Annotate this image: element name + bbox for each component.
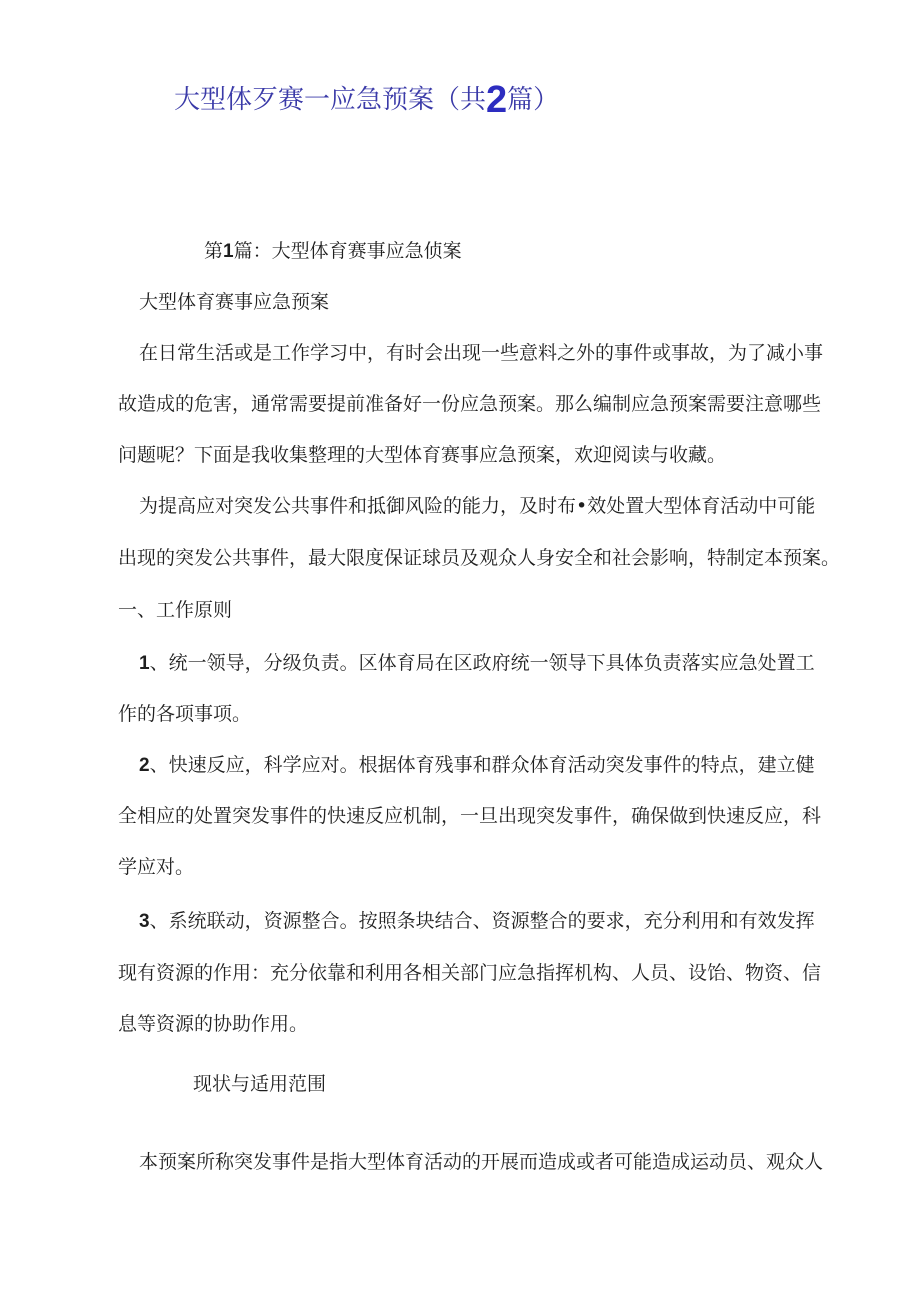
section-heading-number: 1 xyxy=(223,241,234,262)
title-suffix: 篇） xyxy=(507,85,560,115)
principle-3-text: 、系统联动，资源整合。按照条块结合、资源整合的要求，充分利用和有效发挥 xyxy=(149,910,815,932)
title-number: 2 xyxy=(486,79,508,121)
intro-line: 在日常生活或是工作学习中，有时会出现一些意料之外的事件或事故，为了减小事 xyxy=(139,342,824,364)
purpose-line: 为提高应对突发公共事件和抵御风险的能力，及时布•效处置大型体育活动中可能 xyxy=(139,495,816,517)
principle-2-line xyxy=(139,752,815,779)
section-heading xyxy=(204,238,462,265)
principle-2-line: 全相应的处置突发事件的快速反应机制，一旦出现突发事件，确保做到快速反应，科 xyxy=(118,805,822,827)
subtitle: 大型体育赛事应急预案 xyxy=(139,291,330,313)
principle-2-line: 学应对。 xyxy=(118,856,195,878)
scope-line: 本预案所称突发事件是指大型体育活动的开展而造成或者可能造成运动员、观众人 xyxy=(139,1151,824,1173)
section-heading-suffix: 篇：大型体育赛事应急侦案 xyxy=(233,240,462,262)
purpose-line: 出现的突发公共事件，最大限度保证球员及观众人身安全和社会影响，特制定本预案。 xyxy=(118,547,841,569)
principle-3-line: 现有资源的作用：充分依靠和利用各相关部门应急指挥机构、人员、设饴、物资、信 xyxy=(118,962,822,984)
scope-heading: 现状与适用范围 xyxy=(193,1073,327,1095)
principle-3-line: 息等资源的协助作用。 xyxy=(118,1013,309,1035)
principle-3-line xyxy=(139,908,815,935)
principle-2-text: 、快速反应，科学应对。根据体育残事和群众体育活动突发事件的特点，建立健 xyxy=(149,754,815,776)
section-one-heading: 一、工作原则 xyxy=(118,599,233,621)
principle-2-number: 2 xyxy=(139,755,150,776)
principle-3-number: 3 xyxy=(139,911,150,932)
intro-line: 故造成的危害，通常需要提前准备好一份应急预案。那么编制应急预案需要注意哪些 xyxy=(118,393,822,415)
principle-1-line: 作的各项事项。 xyxy=(118,703,252,725)
section-heading-prefix: 第 xyxy=(204,240,224,262)
principle-1-line xyxy=(139,650,815,677)
intro-line: 问题呢？下面是我收集整理的大型体育赛事应急预案，欢迎阅读与收藏。 xyxy=(118,444,727,466)
principle-1-number: 1 xyxy=(139,653,150,674)
document-title xyxy=(174,80,559,120)
title-prefix: 大型体歹赛一应急预案（共 xyxy=(174,85,487,115)
principle-1-text: 、统一领导，分级负责。区体育局在区政府统一领导下具体负责落实应急处置工 xyxy=(149,652,815,674)
